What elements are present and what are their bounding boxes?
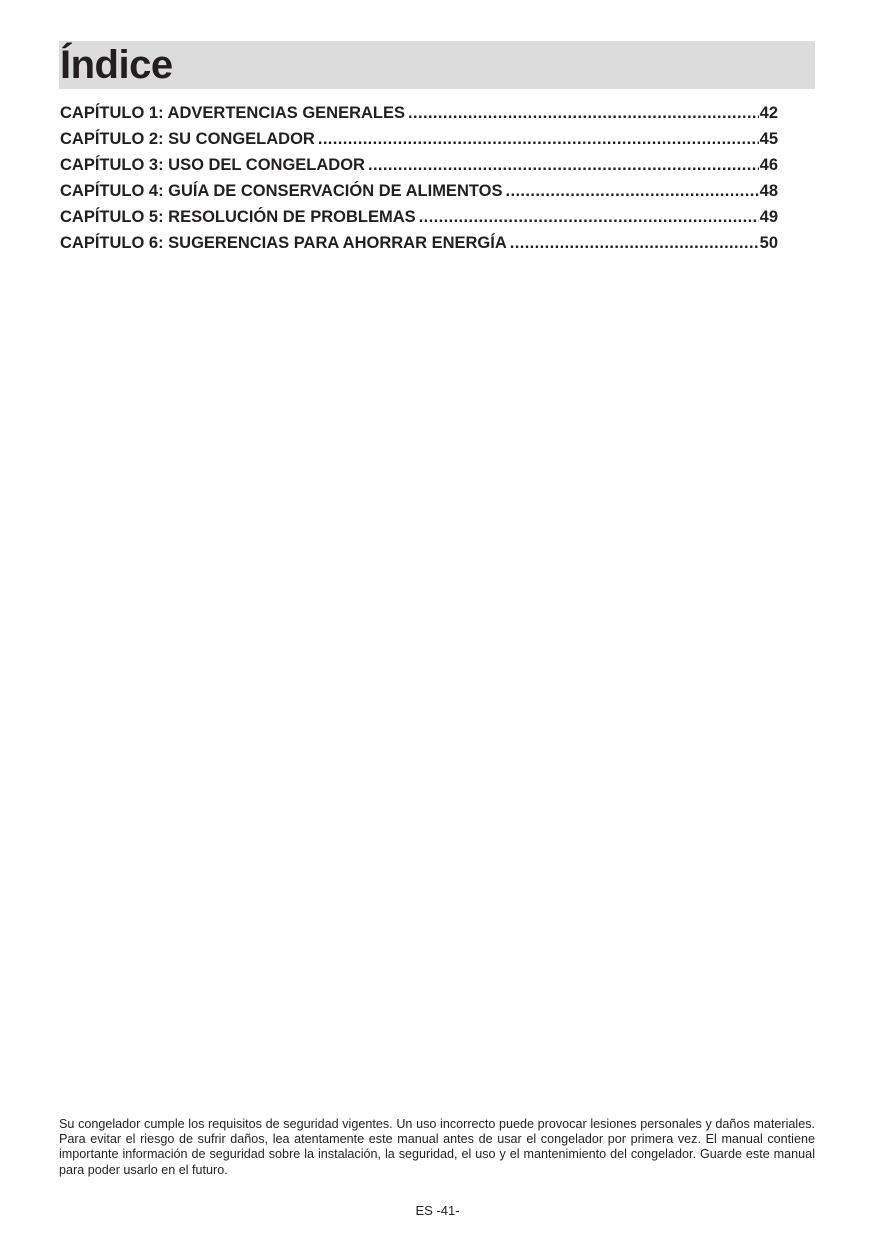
toc-entry-page: 46 [759,156,778,174]
toc-dot-leader [505,178,758,204]
toc-dot-leader [368,152,759,178]
toc-entry-title: CAPÍTULO 5: RESOLUCIÓN DE PROBLEMAS [60,208,416,226]
toc-entry-title: CAPÍTULO 2: SU CONGELADOR [60,130,315,148]
toc-entry-title: CAPÍTULO 4: GUÍA DE CONSERVACIÓN DE ALIMENTOS [60,182,503,200]
toc-entry-chapter-1[interactable] [60,100,778,126]
page-number: ES -41- [415,1203,460,1218]
toc-entry-page: 42 [759,104,778,122]
toc-entry-page: 50 [759,234,778,252]
toc-entry-title: CAPÍTULO 6: SUGERENCIAS PARA AHORRAR ENERGÍA [60,234,507,252]
toc-entry-chapter-3[interactable] [60,152,778,178]
toc-entry-page: 49 [759,208,778,226]
toc-entry-page: 45 [759,130,778,148]
safety-notice: Su congelador cumple los requisitos de seguridad vigentes. Un uso incorrecto puede provocar lesiones personales y daños materiales. Para evitar el riesgo de sufrir daños, lea atentamente este manual antes de usar el congelador por primera vez. El manual contiene importante información de seguridad sobre la instalación, la seguridad, el uso y el mantenimiento del congelador. Guarde este manual para poder usarlo en el futuro. [59,1117,815,1177]
page-title: Índice [60,43,173,87]
toc-entry-chapter-2[interactable] [60,126,778,152]
toc-dot-leader [419,204,759,230]
title-bar [59,41,815,89]
toc-dot-leader [510,230,759,256]
toc-entry-chapter-4[interactable] [60,178,778,204]
toc-entry-chapter-6[interactable] [60,230,778,256]
toc-dot-leader [318,126,759,152]
toc-entry-chapter-5[interactable] [60,204,778,230]
toc-entry-title: CAPÍTULO 1: ADVERTENCIAS GENERALES [60,104,406,122]
toc-entry-page: 48 [759,182,778,200]
table-of-contents [60,100,778,256]
toc-entry-title: CAPÍTULO 3: USO DEL CONGELADOR [60,156,365,174]
toc-dot-leader [408,100,759,126]
